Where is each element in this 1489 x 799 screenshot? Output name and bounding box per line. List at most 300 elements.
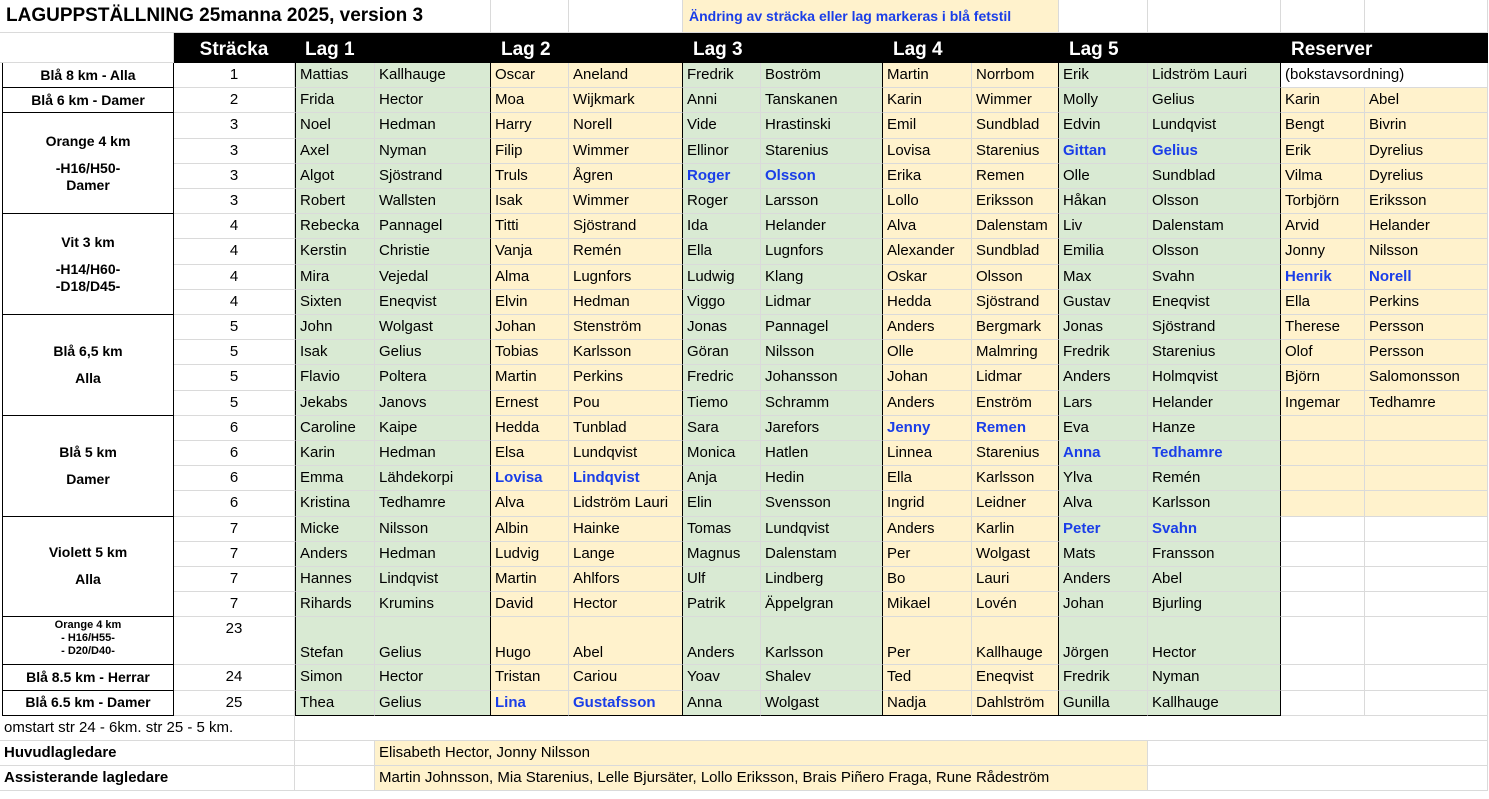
runner-first-name[interactable]: Martin	[883, 63, 972, 88]
runner-last-name[interactable]: Pannagel	[375, 214, 491, 239]
empty-cell[interactable]	[1365, 542, 1488, 567]
header-lag-1[interactable]: Lag 1	[295, 33, 491, 63]
runner-first-name[interactable]: Harry	[491, 113, 569, 138]
runner-last-name[interactable]: Dalenstam	[761, 542, 883, 567]
runner-last-name[interactable]: Starenius	[761, 139, 883, 164]
runner-last-name[interactable]: Hedman	[375, 113, 491, 138]
runner-last-name[interactable]: Starenius	[972, 139, 1059, 164]
empty-cell[interactable]	[1281, 416, 1365, 441]
runner-first-name[interactable]: Truls	[491, 164, 569, 189]
runner-last-name[interactable]: Lidmar	[761, 290, 883, 315]
runner-last-name[interactable]: Abel	[569, 617, 683, 665]
runner-last-name[interactable]: Karlin	[972, 517, 1059, 542]
runner-first-name[interactable]: Gittan	[1059, 139, 1148, 164]
leg-number[interactable]: 4	[174, 290, 295, 315]
runner-last-name[interactable]: Gelius	[1148, 139, 1281, 164]
runner-first-name[interactable]: Fredrik	[1059, 665, 1148, 690]
runner-first-name[interactable]: Anni	[683, 88, 761, 113]
runner-last-name[interactable]: Ågren	[569, 164, 683, 189]
runner-first-name[interactable]: Ludwig	[683, 265, 761, 290]
runner-last-name[interactable]: Lidström Lauri	[1148, 63, 1281, 88]
runner-first-name[interactable]: Max	[1059, 265, 1148, 290]
empty-cell[interactable]	[0, 33, 174, 63]
reserve-last-name[interactable]: Abel	[1365, 88, 1488, 113]
runner-first-name[interactable]: Ernest	[491, 391, 569, 416]
leg-number[interactable]: 6	[174, 441, 295, 466]
runner-last-name[interactable]: Stenström	[569, 315, 683, 340]
reserve-first-name[interactable]: Ingemar	[1281, 391, 1365, 416]
runner-first-name[interactable]: Eva	[1059, 416, 1148, 441]
empty-cell[interactable]	[1365, 617, 1488, 665]
leg-number[interactable]: 24	[174, 665, 295, 690]
runner-first-name[interactable]: Robert	[295, 189, 375, 214]
runner-first-name[interactable]: Vanja	[491, 239, 569, 264]
runner-last-name[interactable]: Starenius	[972, 441, 1059, 466]
runner-last-name[interactable]: Hainke	[569, 517, 683, 542]
runner-last-name[interactable]: Johansson	[761, 365, 883, 390]
runner-first-name[interactable]: Lina	[491, 691, 569, 716]
runner-last-name[interactable]: Gelius	[375, 691, 491, 716]
runner-last-name[interactable]: Pou	[569, 391, 683, 416]
runner-last-name[interactable]: Ahlfors	[569, 567, 683, 592]
runner-last-name[interactable]: Hatlen	[761, 441, 883, 466]
leg-group-label[interactable]	[2, 113, 174, 214]
runner-first-name[interactable]: John	[295, 315, 375, 340]
head-leader-label[interactable]: Huvudlagledare	[0, 741, 295, 766]
runner-last-name[interactable]: Lidström Lauri	[569, 491, 683, 516]
runner-last-name[interactable]: Fransson	[1148, 542, 1281, 567]
runner-last-name[interactable]: Dalenstam	[1148, 214, 1281, 239]
empty-cell[interactable]	[295, 716, 1488, 741]
empty-cell[interactable]	[1365, 567, 1488, 592]
runner-last-name[interactable]: Gustafsson	[569, 691, 683, 716]
runner-last-name[interactable]: Malmring	[972, 340, 1059, 365]
runner-last-name[interactable]: Wimmer	[569, 139, 683, 164]
runner-first-name[interactable]: Göran	[683, 340, 761, 365]
runner-first-name[interactable]: Flavio	[295, 365, 375, 390]
runner-first-name[interactable]: Elin	[683, 491, 761, 516]
runner-last-name[interactable]: Kaipe	[375, 416, 491, 441]
reserve-first-name[interactable]: Henrik	[1281, 265, 1365, 290]
reserve-last-name[interactable]: Norell	[1365, 265, 1488, 290]
leg-number[interactable]: 23	[174, 617, 295, 665]
reserve-last-name[interactable]: Tedhamre	[1365, 391, 1488, 416]
reserve-first-name[interactable]: Erik	[1281, 139, 1365, 164]
runner-first-name[interactable]: Anna	[1059, 441, 1148, 466]
runner-first-name[interactable]: Nadja	[883, 691, 972, 716]
runner-last-name[interactable]: Poltera	[375, 365, 491, 390]
runner-last-name[interactable]: Abel	[1148, 567, 1281, 592]
runner-last-name[interactable]: Gelius	[375, 340, 491, 365]
runner-first-name[interactable]: Ella	[883, 466, 972, 491]
runner-last-name[interactable]: Sjöstrand	[972, 290, 1059, 315]
runner-first-name[interactable]: Emma	[295, 466, 375, 491]
leg-number[interactable]: 5	[174, 340, 295, 365]
runner-last-name[interactable]: Remen	[972, 416, 1059, 441]
runner-last-name[interactable]: Wolgast	[761, 691, 883, 716]
empty-cell[interactable]	[1281, 665, 1365, 690]
empty-cell[interactable]	[1365, 441, 1488, 466]
runner-last-name[interactable]: Hector	[569, 592, 683, 617]
runner-last-name[interactable]: Nyman	[1148, 665, 1281, 690]
leg-group-label[interactable]	[2, 617, 174, 665]
runner-first-name[interactable]: Hedda	[491, 416, 569, 441]
leg-group-label[interactable]	[2, 214, 174, 315]
runner-first-name[interactable]: Gustav	[1059, 290, 1148, 315]
reserve-first-name[interactable]: Therese	[1281, 315, 1365, 340]
runner-first-name[interactable]: Stefan	[295, 617, 375, 665]
runner-last-name[interactable]: Schramm	[761, 391, 883, 416]
runner-last-name[interactable]: Wallsten	[375, 189, 491, 214]
leg-number[interactable]: 5	[174, 365, 295, 390]
runner-last-name[interactable]: Lange	[569, 542, 683, 567]
runner-last-name[interactable]: Eneqvist	[1148, 290, 1281, 315]
runner-first-name[interactable]: Ellinor	[683, 139, 761, 164]
runner-first-name[interactable]: Martin	[491, 567, 569, 592]
leg-number[interactable]: 7	[174, 592, 295, 617]
runner-first-name[interactable]: Albin	[491, 517, 569, 542]
runner-first-name[interactable]: Jekabs	[295, 391, 375, 416]
runner-first-name[interactable]: Oskar	[883, 265, 972, 290]
reserves-note[interactable]: (bokstavsordning)	[1281, 63, 1488, 88]
runner-last-name[interactable]: Wimmer	[569, 189, 683, 214]
head-leader-value[interactable]: Elisabeth Hector, Jonny Nilsson	[375, 741, 1148, 766]
runner-last-name[interactable]: Klang	[761, 265, 883, 290]
runner-last-name[interactable]: Eriksson	[972, 189, 1059, 214]
runner-last-name[interactable]: Eneqvist	[972, 665, 1059, 690]
runner-first-name[interactable]: Mattias	[295, 63, 375, 88]
empty-cell[interactable]	[1281, 567, 1365, 592]
leg-number[interactable]: 25	[174, 691, 295, 716]
leg-number[interactable]: 3	[174, 113, 295, 138]
runner-last-name[interactable]: Hector	[375, 665, 491, 690]
runner-first-name[interactable]: Jonas	[1059, 315, 1148, 340]
runner-last-name[interactable]: Christie	[375, 239, 491, 264]
runner-first-name[interactable]: Linnea	[883, 441, 972, 466]
runner-last-name[interactable]: Tedhamre	[375, 491, 491, 516]
sheet-title[interactable]: LAGUPPSTÄLLNING 25manna 2025, version 3	[0, 0, 491, 33]
empty-cell[interactable]	[491, 0, 569, 33]
runner-last-name[interactable]: Wimmer	[972, 88, 1059, 113]
runner-first-name[interactable]: Fredric	[683, 365, 761, 390]
runner-last-name[interactable]: Sjöstrand	[375, 164, 491, 189]
runner-last-name[interactable]: Sundblad	[1148, 164, 1281, 189]
runner-last-name[interactable]: Norell	[569, 113, 683, 138]
runner-last-name[interactable]: Nyman	[375, 139, 491, 164]
runner-first-name[interactable]: Vide	[683, 113, 761, 138]
runner-first-name[interactable]: Per	[883, 617, 972, 665]
runner-last-name[interactable]: Lundqvist	[569, 441, 683, 466]
leg-number[interactable]: 4	[174, 239, 295, 264]
reserve-first-name[interactable]: Torbjörn	[1281, 189, 1365, 214]
header-stracka[interactable]: Sträcka	[174, 33, 295, 63]
runner-first-name[interactable]: Simon	[295, 665, 375, 690]
runner-first-name[interactable]: Alva	[1059, 491, 1148, 516]
runner-last-name[interactable]: Hedman	[375, 542, 491, 567]
runner-first-name[interactable]: Alexander	[883, 239, 972, 264]
leg-number[interactable]: 2	[174, 88, 295, 113]
runner-first-name[interactable]: Roger	[683, 164, 761, 189]
runner-last-name[interactable]: Gelius	[375, 617, 491, 665]
reserve-first-name[interactable]: Bengt	[1281, 113, 1365, 138]
runner-last-name[interactable]: Tunblad	[569, 416, 683, 441]
runner-last-name[interactable]: Olsson	[1148, 189, 1281, 214]
runner-first-name[interactable]: Ella	[683, 239, 761, 264]
header-lag-2[interactable]: Lag 2	[491, 33, 683, 63]
runner-first-name[interactable]: Elvin	[491, 290, 569, 315]
header-reserver[interactable]: Reserver	[1281, 33, 1488, 63]
runner-last-name[interactable]: Lindberg	[761, 567, 883, 592]
runner-last-name[interactable]: Cariou	[569, 665, 683, 690]
leg-group-label[interactable]	[2, 691, 174, 716]
runner-last-name[interactable]: Eneqvist	[375, 290, 491, 315]
runner-last-name[interactable]: Starenius	[1148, 340, 1281, 365]
runner-last-name[interactable]: Sjöstrand	[569, 214, 683, 239]
runner-last-name[interactable]: Gelius	[1148, 88, 1281, 113]
runner-last-name[interactable]: Helander	[1148, 391, 1281, 416]
runner-first-name[interactable]: Caroline	[295, 416, 375, 441]
leg-number[interactable]: 5	[174, 391, 295, 416]
empty-cell[interactable]	[1365, 491, 1488, 516]
reserve-last-name[interactable]: Dyrelius	[1365, 139, 1488, 164]
runner-first-name[interactable]: Anders	[883, 315, 972, 340]
runner-first-name[interactable]: Titti	[491, 214, 569, 239]
runner-last-name[interactable]: Bjurling	[1148, 592, 1281, 617]
runner-first-name[interactable]: Rebecka	[295, 214, 375, 239]
runner-last-name[interactable]: Kallhauge	[972, 617, 1059, 665]
runner-last-name[interactable]: Svensson	[761, 491, 883, 516]
leg-number[interactable]: 3	[174, 164, 295, 189]
runner-last-name[interactable]: Lauri	[972, 567, 1059, 592]
runner-last-name[interactable]: Helander	[761, 214, 883, 239]
runner-first-name[interactable]: Alma	[491, 265, 569, 290]
runner-first-name[interactable]: Gunilla	[1059, 691, 1148, 716]
empty-cell[interactable]	[1365, 466, 1488, 491]
empty-cell[interactable]	[295, 741, 375, 766]
runner-last-name[interactable]: Larsson	[761, 189, 883, 214]
runner-last-name[interactable]: Tedhamre	[1148, 441, 1281, 466]
runner-first-name[interactable]: Anders	[295, 542, 375, 567]
leg-number[interactable]: 7	[174, 542, 295, 567]
reserve-last-name[interactable]: Perkins	[1365, 290, 1488, 315]
reserve-last-name[interactable]: Helander	[1365, 214, 1488, 239]
runner-last-name[interactable]: Remén	[1148, 466, 1281, 491]
empty-cell[interactable]	[1365, 517, 1488, 542]
runner-last-name[interactable]: Wijkmark	[569, 88, 683, 113]
reserve-first-name[interactable]: Ella	[1281, 290, 1365, 315]
runner-last-name[interactable]: Dahlström	[972, 691, 1059, 716]
runner-first-name[interactable]: Anders	[883, 391, 972, 416]
empty-cell[interactable]	[1148, 766, 1488, 791]
empty-cell[interactable]	[1365, 691, 1488, 716]
runner-first-name[interactable]: Ylva	[1059, 466, 1148, 491]
runner-last-name[interactable]: Karlsson	[1148, 491, 1281, 516]
runner-last-name[interactable]: Remen	[972, 164, 1059, 189]
runner-last-name[interactable]: Karlsson	[972, 466, 1059, 491]
runner-first-name[interactable]: Alva	[883, 214, 972, 239]
runner-last-name[interactable]: Hrastinski	[761, 113, 883, 138]
runner-first-name[interactable]: Frida	[295, 88, 375, 113]
empty-cell[interactable]	[1059, 0, 1148, 33]
reserve-first-name[interactable]: Olof	[1281, 340, 1365, 365]
runner-first-name[interactable]: Per	[883, 542, 972, 567]
runner-first-name[interactable]: Ted	[883, 665, 972, 690]
leg-number[interactable]: 3	[174, 139, 295, 164]
reserve-last-name[interactable]: Dyrelius	[1365, 164, 1488, 189]
runner-last-name[interactable]: Lugnfors	[569, 265, 683, 290]
runner-first-name[interactable]: Magnus	[683, 542, 761, 567]
runner-last-name[interactable]: Shalev	[761, 665, 883, 690]
runner-first-name[interactable]: Mira	[295, 265, 375, 290]
reserve-first-name[interactable]: Jonny	[1281, 239, 1365, 264]
runner-first-name[interactable]: Viggo	[683, 290, 761, 315]
runner-first-name[interactable]: Anders	[1059, 365, 1148, 390]
runner-last-name[interactable]: Perkins	[569, 365, 683, 390]
reserve-last-name[interactable]: Persson	[1365, 340, 1488, 365]
runner-first-name[interactable]: Jonas	[683, 315, 761, 340]
runner-first-name[interactable]: Emilia	[1059, 239, 1148, 264]
runner-last-name[interactable]: Hector	[375, 88, 491, 113]
runner-last-name[interactable]: Hedman	[569, 290, 683, 315]
runner-first-name[interactable]: Lovisa	[883, 139, 972, 164]
reserve-last-name[interactable]: Bivrin	[1365, 113, 1488, 138]
runner-first-name[interactable]: Anna	[683, 691, 761, 716]
runner-last-name[interactable]: Nilsson	[761, 340, 883, 365]
runner-first-name[interactable]: Ulf	[683, 567, 761, 592]
runner-first-name[interactable]: Ingrid	[883, 491, 972, 516]
runner-last-name[interactable]: Lindqvist	[569, 466, 683, 491]
reserve-last-name[interactable]: Salomonsson	[1365, 365, 1488, 390]
runner-first-name[interactable]: Erika	[883, 164, 972, 189]
runner-first-name[interactable]: Johan	[883, 365, 972, 390]
runner-first-name[interactable]: Patrik	[683, 592, 761, 617]
assistant-leader-value[interactable]: Martin Johnsson, Mia Starenius, Lelle Bjursäter, Lollo Eriksson, Brais Piñero Fraga, Rune Rådeström	[375, 766, 1148, 791]
runner-last-name[interactable]: Svahn	[1148, 265, 1281, 290]
runner-first-name[interactable]: Yoav	[683, 665, 761, 690]
runner-last-name[interactable]: Janovs	[375, 391, 491, 416]
runner-first-name[interactable]: David	[491, 592, 569, 617]
runner-last-name[interactable]: Tanskanen	[761, 88, 883, 113]
runner-first-name[interactable]: Lars	[1059, 391, 1148, 416]
empty-cell[interactable]	[1365, 0, 1488, 33]
restart-note[interactable]: omstart str 24 - 6km. str 25 - 5 km.	[0, 716, 295, 741]
runner-last-name[interactable]: Boström	[761, 63, 883, 88]
runner-last-name[interactable]: Aneland	[569, 63, 683, 88]
empty-cell[interactable]	[1281, 691, 1365, 716]
runner-last-name[interactable]: Remén	[569, 239, 683, 264]
runner-first-name[interactable]: Lovisa	[491, 466, 569, 491]
empty-cell[interactable]	[1148, 0, 1281, 33]
leg-group-label[interactable]	[2, 315, 174, 416]
reserve-first-name[interactable]: Arvid	[1281, 214, 1365, 239]
runner-first-name[interactable]: Kerstin	[295, 239, 375, 264]
runner-last-name[interactable]: Enström	[972, 391, 1059, 416]
reserve-first-name[interactable]: Karin	[1281, 88, 1365, 113]
runner-first-name[interactable]: Rihards	[295, 592, 375, 617]
runner-first-name[interactable]: Liv	[1059, 214, 1148, 239]
runner-first-name[interactable]: Fredrik	[683, 63, 761, 88]
runner-last-name[interactable]: Leidner	[972, 491, 1059, 516]
runner-first-name[interactable]: Sara	[683, 416, 761, 441]
runner-last-name[interactable]: Lugnfors	[761, 239, 883, 264]
leg-number[interactable]: 4	[174, 214, 295, 239]
runner-last-name[interactable]: Karlsson	[761, 617, 883, 665]
leg-number[interactable]: 5	[174, 315, 295, 340]
runner-first-name[interactable]: Tomas	[683, 517, 761, 542]
runner-last-name[interactable]: Äppelgran	[761, 592, 883, 617]
runner-first-name[interactable]: Roger	[683, 189, 761, 214]
empty-cell[interactable]	[1281, 517, 1365, 542]
runner-first-name[interactable]: Thea	[295, 691, 375, 716]
reserve-first-name[interactable]: Vilma	[1281, 164, 1365, 189]
runner-last-name[interactable]: Sundblad	[972, 239, 1059, 264]
runner-last-name[interactable]: Wolgast	[972, 542, 1059, 567]
runner-first-name[interactable]: Lollo	[883, 189, 972, 214]
runner-first-name[interactable]: Fredrik	[1059, 340, 1148, 365]
runner-first-name[interactable]: Anders	[883, 517, 972, 542]
leg-group-label[interactable]	[2, 63, 174, 88]
runner-first-name[interactable]: Edvin	[1059, 113, 1148, 138]
runner-first-name[interactable]: Johan	[491, 315, 569, 340]
runner-last-name[interactable]: Norrbom	[972, 63, 1059, 88]
runner-last-name[interactable]: Krumins	[375, 592, 491, 617]
runner-first-name[interactable]: Molly	[1059, 88, 1148, 113]
runner-last-name[interactable]: Lindqvist	[375, 567, 491, 592]
empty-cell[interactable]	[1365, 416, 1488, 441]
reserve-last-name[interactable]: Nilsson	[1365, 239, 1488, 264]
runner-last-name[interactable]: Vejedal	[375, 265, 491, 290]
runner-last-name[interactable]: Sundblad	[972, 113, 1059, 138]
runner-first-name[interactable]: Filip	[491, 139, 569, 164]
runner-first-name[interactable]: Tobias	[491, 340, 569, 365]
runner-last-name[interactable]: Wolgast	[375, 315, 491, 340]
runner-first-name[interactable]: Monica	[683, 441, 761, 466]
runner-last-name[interactable]: Hanze	[1148, 416, 1281, 441]
runner-last-name[interactable]: Pannagel	[761, 315, 883, 340]
runner-first-name[interactable]: Algot	[295, 164, 375, 189]
runner-last-name[interactable]: Hedman	[375, 441, 491, 466]
runner-first-name[interactable]: Jenny	[883, 416, 972, 441]
header-lag-4[interactable]: Lag 4	[883, 33, 1059, 63]
reserve-last-name[interactable]: Eriksson	[1365, 189, 1488, 214]
empty-cell[interactable]	[1281, 617, 1365, 665]
runner-first-name[interactable]: Hedda	[883, 290, 972, 315]
runner-last-name[interactable]: Sjöstrand	[1148, 315, 1281, 340]
runner-first-name[interactable]: Kristina	[295, 491, 375, 516]
leg-number[interactable]: 6	[174, 466, 295, 491]
runner-last-name[interactable]: Olsson	[972, 265, 1059, 290]
empty-cell[interactable]	[1281, 592, 1365, 617]
leg-group-label[interactable]	[2, 665, 174, 690]
runner-first-name[interactable]: Tiemo	[683, 391, 761, 416]
leg-number[interactable]: 6	[174, 491, 295, 516]
leg-number[interactable]: 6	[174, 416, 295, 441]
runner-first-name[interactable]: Martin	[491, 365, 569, 390]
empty-cell[interactable]	[1281, 466, 1365, 491]
runner-last-name[interactable]: Kallhauge	[1148, 691, 1281, 716]
header-lag-3[interactable]: Lag 3	[683, 33, 883, 63]
runner-last-name[interactable]: Lovén	[972, 592, 1059, 617]
runner-first-name[interactable]: Ida	[683, 214, 761, 239]
empty-cell[interactable]	[1281, 491, 1365, 516]
runner-last-name[interactable]: Olsson	[761, 164, 883, 189]
leg-group-label[interactable]	[2, 517, 174, 618]
leg-number[interactable]: 7	[174, 517, 295, 542]
runner-first-name[interactable]: Mikael	[883, 592, 972, 617]
runner-first-name[interactable]: Emil	[883, 113, 972, 138]
runner-first-name[interactable]: Mats	[1059, 542, 1148, 567]
runner-last-name[interactable]: Holmqvist	[1148, 365, 1281, 390]
